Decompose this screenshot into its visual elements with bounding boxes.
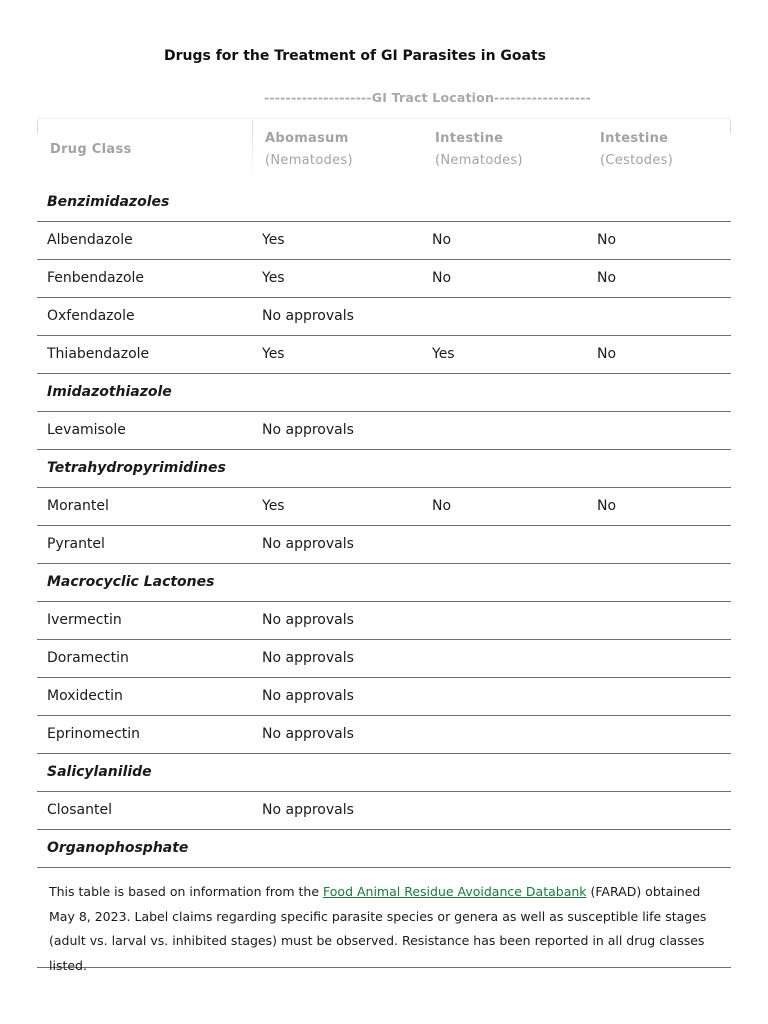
- drug-name: Doramectin: [47, 650, 129, 666]
- column-header-label: Intestine: [600, 131, 669, 146]
- drug-class-name: Tetrahydropyrimidines: [47, 460, 226, 476]
- column-header-label: Drug Class: [50, 142, 132, 157]
- approval-cell: No approvals: [262, 536, 354, 552]
- approval-cell: No: [597, 498, 617, 514]
- header-divider: [730, 120, 731, 134]
- drug-table-body: [37, 184, 731, 868]
- drug-name: Pyrantel: [47, 536, 105, 552]
- approval-cell: No approvals: [262, 650, 354, 666]
- approval-cell: No: [432, 270, 452, 286]
- approval-cell: No approvals: [262, 422, 354, 438]
- drug-name: Albendazole: [47, 232, 133, 248]
- drug-class-name: Benzimidazoles: [47, 194, 170, 210]
- approval-cell: Yes: [262, 232, 285, 248]
- table-row: [37, 602, 731, 640]
- drug-name: Ivermectin: [47, 612, 122, 628]
- approval-cell: No approvals: [262, 308, 354, 324]
- drug-name: Eprinomectin: [47, 726, 141, 742]
- footnote: [37, 880, 731, 973]
- approval-cell: No approvals: [262, 612, 354, 628]
- drug-name: Oxfendazole: [47, 308, 135, 324]
- column-header-intestine-cestodes: [600, 128, 673, 172]
- table-row: [37, 412, 731, 450]
- table-row: [37, 222, 731, 260]
- table-row: [37, 336, 731, 374]
- drug-name: Fenbendazole: [47, 270, 145, 286]
- approval-cell: Yes: [432, 346, 455, 362]
- approval-cell: No: [432, 232, 452, 248]
- gi-tract-location-header: --------------------GI Tract Location------------------: [264, 90, 592, 105]
- footnote-text-start: This table is based on information from the: [49, 884, 324, 899]
- table-row: [37, 678, 731, 716]
- column-divider: [252, 120, 253, 184]
- drug-name: Morantel: [47, 498, 109, 514]
- drug-class-name: Organophosphate: [47, 840, 189, 856]
- table-row: [37, 792, 731, 830]
- page-title: Drugs for the Treatment of GI Parasites in Goats: [164, 48, 546, 64]
- drug-class-name: Macrocyclic Lactones: [47, 574, 215, 590]
- column-header-sublabel: (Nematodes): [435, 153, 523, 168]
- drug-class-name: Salicylanilide: [47, 764, 152, 780]
- footnote-text-end: (FARAD) obtained May 8, 2023. Label claims regarding specific parasite species or genera as well as susceptible life stages (adult vs. larval vs. inhibited stages) must be observed. Resistance has been reported in all drug classes listed.: [49, 884, 707, 973]
- drug-class-name: Imidazothiazole: [47, 384, 172, 400]
- header-divider: [37, 120, 38, 134]
- column-header-sublabel: (Cestodes): [600, 153, 674, 168]
- drug-class-group-row: [37, 450, 731, 488]
- approval-cell: Yes: [262, 346, 285, 362]
- approval-cell: No: [597, 232, 617, 248]
- table-row: [37, 716, 731, 754]
- approval-cell: No: [432, 498, 452, 514]
- column-header-label: Intestine: [435, 131, 504, 146]
- approval-cell: No approvals: [262, 688, 354, 704]
- approval-cell: Yes: [262, 498, 285, 514]
- approval-cell: No approvals: [262, 802, 354, 818]
- drug-name: Thiabendazole: [47, 346, 150, 362]
- table-row: [37, 298, 731, 336]
- drug-name: Closantel: [47, 802, 112, 818]
- table-row: [37, 640, 731, 678]
- approval-cell: Yes: [262, 270, 285, 286]
- column-header-sublabel: (Nematodes): [265, 153, 353, 168]
- approval-cell: No: [597, 346, 617, 362]
- table-row: [37, 526, 731, 564]
- drug-name: Moxidectin: [47, 688, 123, 704]
- column-header-drug-class: [50, 139, 132, 161]
- farad-link[interactable]: Food Animal Residue Avoidance Databank: [323, 884, 587, 899]
- drug-class-group-row: [37, 830, 731, 868]
- table-row: [37, 260, 731, 298]
- drug-class-group-row: [37, 564, 731, 602]
- column-header-abomasum: [265, 128, 353, 172]
- approval-cell: No: [597, 270, 617, 286]
- drug-class-group-row: [37, 184, 731, 222]
- column-header-intestine-nematodes: [435, 128, 523, 172]
- table-row: [37, 488, 731, 526]
- approval-cell: No approvals: [262, 726, 354, 742]
- drug-class-group-row: [37, 374, 731, 412]
- column-header-label: Abomasum: [265, 131, 349, 146]
- drug-class-group-row: [37, 754, 731, 792]
- drug-name: Levamisole: [47, 422, 126, 438]
